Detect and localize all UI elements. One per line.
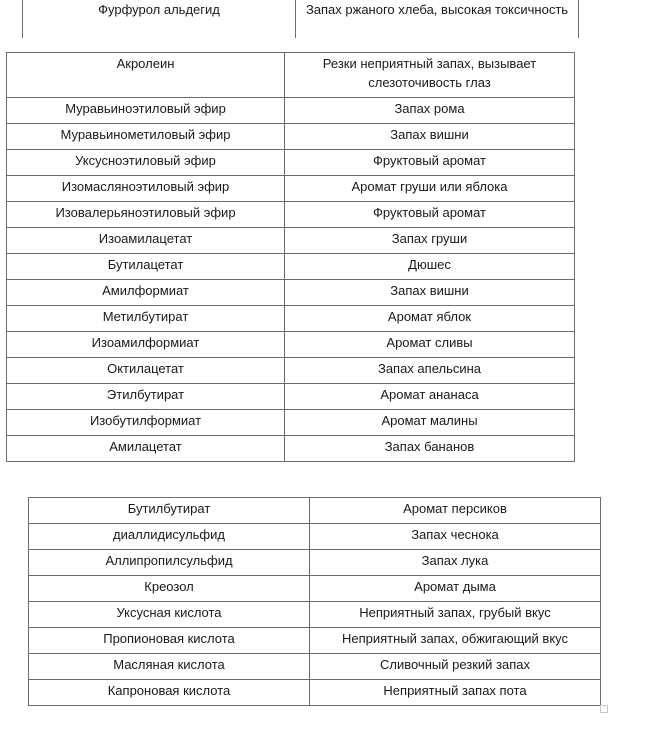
substance-cell: Этилбутират [7, 384, 285, 410]
substance-cell: Бутилацетат [7, 254, 285, 280]
substance-cell: Муравьинометиловый эфир [7, 124, 285, 150]
description-cell: Аромат сливы [285, 332, 575, 358]
substance-cell: Изоамилацетат [7, 228, 285, 254]
table-row [7, 124, 575, 150]
substance-cell: диаллидисульфид [29, 524, 310, 550]
table-row [29, 498, 601, 524]
table-row [7, 254, 575, 280]
substance-cell: Фурфурол альдегид [23, 0, 296, 38]
description-cell: Запах груши [285, 228, 575, 254]
substance-cell: Уксусноэтиловый эфир [7, 150, 285, 176]
substance-cell: Изомасляноэтиловый эфир [7, 176, 285, 202]
substance-cell: Изоамилформиат [7, 332, 285, 358]
substance-cell: Бутилбутират [29, 498, 310, 524]
substance-cell: Уксусная кислота [29, 602, 310, 628]
substance-cell: Метилбутират [7, 306, 285, 332]
substance-cell: Изобутилформиат [7, 410, 285, 436]
description-cell: Запах апельсина [285, 358, 575, 384]
substance-cell: Изовалерьяноэтиловый эфир [7, 202, 285, 228]
description-cell: Аромат ананаса [285, 384, 575, 410]
table-row [7, 436, 575, 462]
table-main [6, 52, 575, 462]
substance-cell: Амилформиат [7, 280, 285, 306]
table-row [7, 384, 575, 410]
table-row [29, 628, 601, 654]
substance-cell: Аллипропилсульфид [29, 550, 310, 576]
substance-cell: Муравьиноэтиловый эфир [7, 98, 285, 124]
table-row [7, 410, 575, 436]
substance-cell: Пропионовая кислота [29, 628, 310, 654]
table-row [29, 680, 601, 706]
substance-cell: Капроновая кислота [29, 680, 310, 706]
table-row [7, 176, 575, 202]
description-cell: Неприятный запах, обжигающий вкус [310, 628, 601, 654]
table-row [7, 332, 575, 358]
description-cell: Запах чеснока [310, 524, 601, 550]
description-cell: Запах лука [310, 550, 601, 576]
description-cell: Аромат дыма [310, 576, 601, 602]
table-second [28, 497, 601, 706]
table-row [29, 576, 601, 602]
substance-cell: Акролеин [7, 53, 285, 98]
description-cell: Фруктовый аромат [285, 150, 575, 176]
description-cell: Запах бананов [285, 436, 575, 462]
description-cell: Неприятный запах пота [310, 680, 601, 706]
description-cell: Фруктовый аромат [285, 202, 575, 228]
table-row [7, 98, 575, 124]
description-cell: Резки неприятный запах, вызывает слезоточивость глаз [285, 53, 575, 98]
description-cell: Запах вишни [285, 280, 575, 306]
substance-cell: Масляная кислота [29, 654, 310, 680]
description-cell: Аромат груши или яблока [285, 176, 575, 202]
table-row [7, 202, 575, 228]
table-fragment [22, 0, 579, 38]
substance-cell: Амилацетат [7, 436, 285, 462]
table-row [29, 550, 601, 576]
table-row [29, 524, 601, 550]
table-row [7, 53, 575, 98]
table-row [7, 228, 575, 254]
substance-cell: Креозол [29, 576, 310, 602]
description-cell: Неприятный запах, грубый вкус [310, 602, 601, 628]
description-cell: Запах вишни [285, 124, 575, 150]
table-resize-handle[interactable] [600, 705, 608, 713]
substance-cell: Октилацетат [7, 358, 285, 384]
description-cell: Аромат малины [285, 410, 575, 436]
description-cell: Запах ржаного хлеба, высокая токсичность [296, 0, 579, 38]
description-cell: Аромат яблок [285, 306, 575, 332]
description-cell: Дюшес [285, 254, 575, 280]
description-cell: Сливочный резкий запах [310, 654, 601, 680]
table-row [29, 654, 601, 680]
table-row [29, 602, 601, 628]
description-cell: Запах рома [285, 98, 575, 124]
table-row [7, 280, 575, 306]
table-row [7, 358, 575, 384]
description-cell: Аромат персиков [310, 498, 601, 524]
table-row [23, 0, 579, 38]
table-row [7, 306, 575, 332]
table-row [7, 150, 575, 176]
